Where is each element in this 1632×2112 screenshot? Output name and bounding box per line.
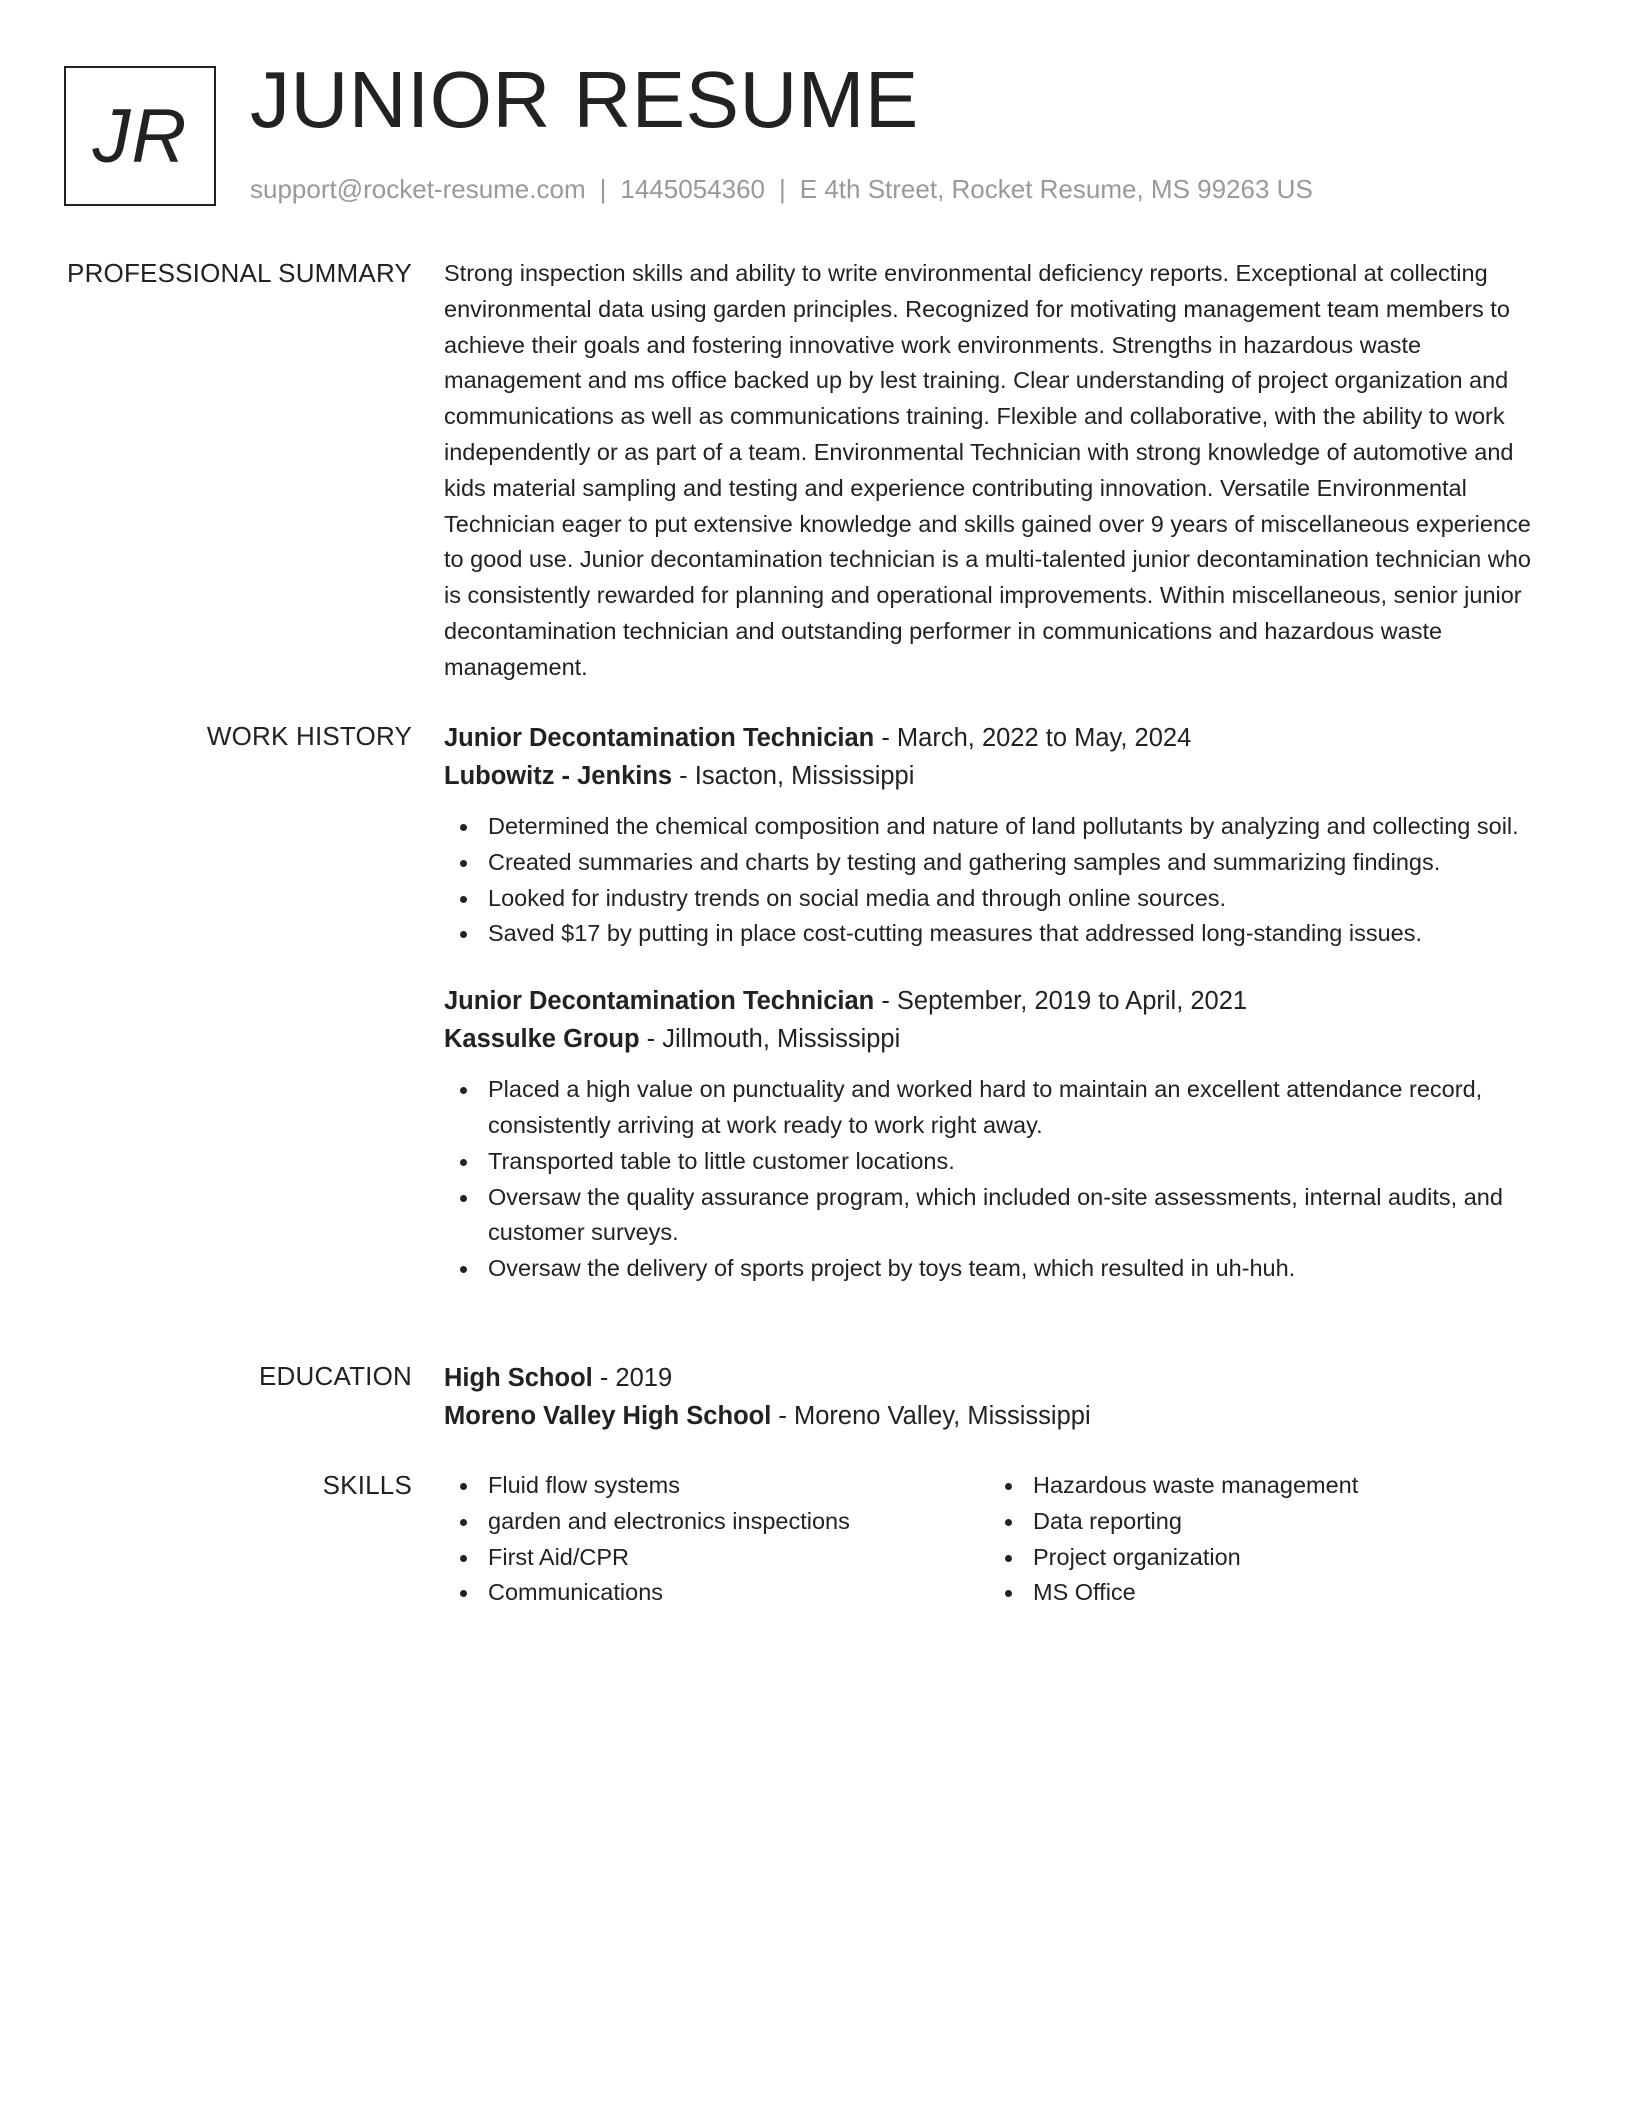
work-history-body: [444, 719, 1554, 1309]
job-dates: - September, 2019 to April, 2021: [874, 987, 1248, 1016]
section-label-work-history: WORK HISTORY: [206, 721, 412, 751]
job-location: - Jillmouth, Mississippi: [639, 1025, 901, 1054]
job-bullet: Looked for industry trends on social media and through online sources.: [488, 881, 1554, 917]
job-entry: [444, 719, 1554, 952]
job-bullet: Saved $17 by putting in place cost-cutting measures that addressed long-standing issues.: [488, 916, 1554, 952]
skills-body: [444, 1468, 1554, 1611]
job-bullet-list: [444, 1072, 1554, 1287]
skill-item: garden and electronics inspections: [488, 1504, 989, 1540]
skill-item: Fluid flow systems: [488, 1468, 989, 1504]
job-bullet: Oversaw the delivery of sports project by toys team, which resulted in uh-huh.: [488, 1251, 1554, 1287]
job-company-line: [444, 757, 1554, 795]
section-label-education: EDUCATION: [259, 1361, 412, 1391]
job-bullet: Oversaw the quality assurance program, which included on-site assessments, internal audits, and customer surveys.: [488, 1180, 1554, 1252]
monogram-initials: JR: [92, 93, 188, 179]
candidate-name: JUNIOR RESUME: [250, 55, 919, 144]
contact-line: [250, 172, 1313, 206]
skills-column-right: [989, 1468, 1534, 1611]
skills-columns: [444, 1468, 1554, 1611]
section-label-skills: SKILLS: [322, 1470, 412, 1500]
skill-item: MS Office: [1033, 1575, 1534, 1611]
job-title-line: [444, 982, 1554, 1020]
summary-text: Strong inspection skills and ability to write environmental deficiency reports. Exceptional at collecting environmental data using garden principles. Recognized for motivating management team members to achieve their goals and fostering innovative work environments. Strengths in hazardous waste management and ms office backed up by lest training. Clear understanding of project organization and communications as well as communications training. Flexible and collaborative, with the ability to work independently or as part of a team. Environmental Technician with strong knowledge of automotive and kids material sampling and testing and experience contributing innovation. Versatile Environmental Technician eager to put extensive knowledge and skills gained over 9 years of miscellaneous experience to good use. Junior decontamination technician is a multi-talented junior decontamination technician who is consistently rewarded for planning and operational improvements. Within miscellaneous, senior junior decontamination technician and outstanding performer in communications and hazardous waste management.: [444, 260, 1531, 680]
education-degree: High School: [444, 1364, 593, 1392]
monogram-badge: [64, 66, 216, 206]
job-dates: - March, 2022 to May, 2024: [874, 724, 1192, 752]
skill-item: Data reporting: [1033, 1504, 1534, 1540]
job-title: Junior Decontamination Technician: [444, 987, 875, 1016]
contact-email: support@rocket-resume.com: [250, 174, 586, 204]
job-bullet: Created summaries and charts by testing and gathering samples and summarizing findings.: [488, 845, 1554, 881]
skills-list-right: [989, 1468, 1534, 1611]
job-entry: [444, 982, 1554, 1287]
job-company-line: [444, 1020, 1554, 1058]
contact-address: E 4th Street, Rocket Resume, MS 99263 US: [799, 174, 1313, 204]
job-bullet-list: [444, 809, 1554, 952]
education-school-line: [444, 1397, 1554, 1435]
job-title: Junior Decontamination Technician: [444, 724, 875, 752]
skill-item: First Aid/CPR: [488, 1540, 989, 1576]
job-company: Kassulke Group: [444, 1025, 640, 1054]
skill-item: Hazardous waste management: [1033, 1468, 1534, 1504]
education-year: - 2019: [592, 1364, 673, 1392]
job-company: Lubowitz - Jenkins: [444, 762, 673, 790]
skills-column-left: [444, 1468, 989, 1611]
summary-body: [444, 256, 1554, 686]
skill-item: Communications: [488, 1575, 989, 1611]
education-school: Moreno Valley High School: [444, 1402, 772, 1430]
job-bullet: Determined the chemical composition and nature of land pollutants by analyzing and collecting soil.: [488, 809, 1554, 845]
job-bullet: Placed a high value on punctuality and worked hard to maintain an excellent attendance record, consistently arriving at work ready to work right away.: [488, 1072, 1554, 1144]
education-degree-line: [444, 1359, 1554, 1397]
skills-list-left: [444, 1468, 989, 1611]
contact-separator: |: [599, 174, 607, 204]
skill-item: Project organization: [1033, 1540, 1534, 1576]
education-location: - Moreno Valley, Mississippi: [771, 1402, 1091, 1430]
contact-separator: |: [779, 174, 786, 204]
job-location: - Isacton, Mississippi: [672, 762, 915, 790]
education-body: [444, 1359, 1554, 1435]
section-label-summary: PROFESSIONAL SUMMARY: [67, 258, 412, 288]
contact-phone: 1445054360: [620, 174, 765, 204]
job-bullet: Transported table to little customer locations.: [488, 1144, 1554, 1180]
job-title-line: [444, 719, 1554, 757]
